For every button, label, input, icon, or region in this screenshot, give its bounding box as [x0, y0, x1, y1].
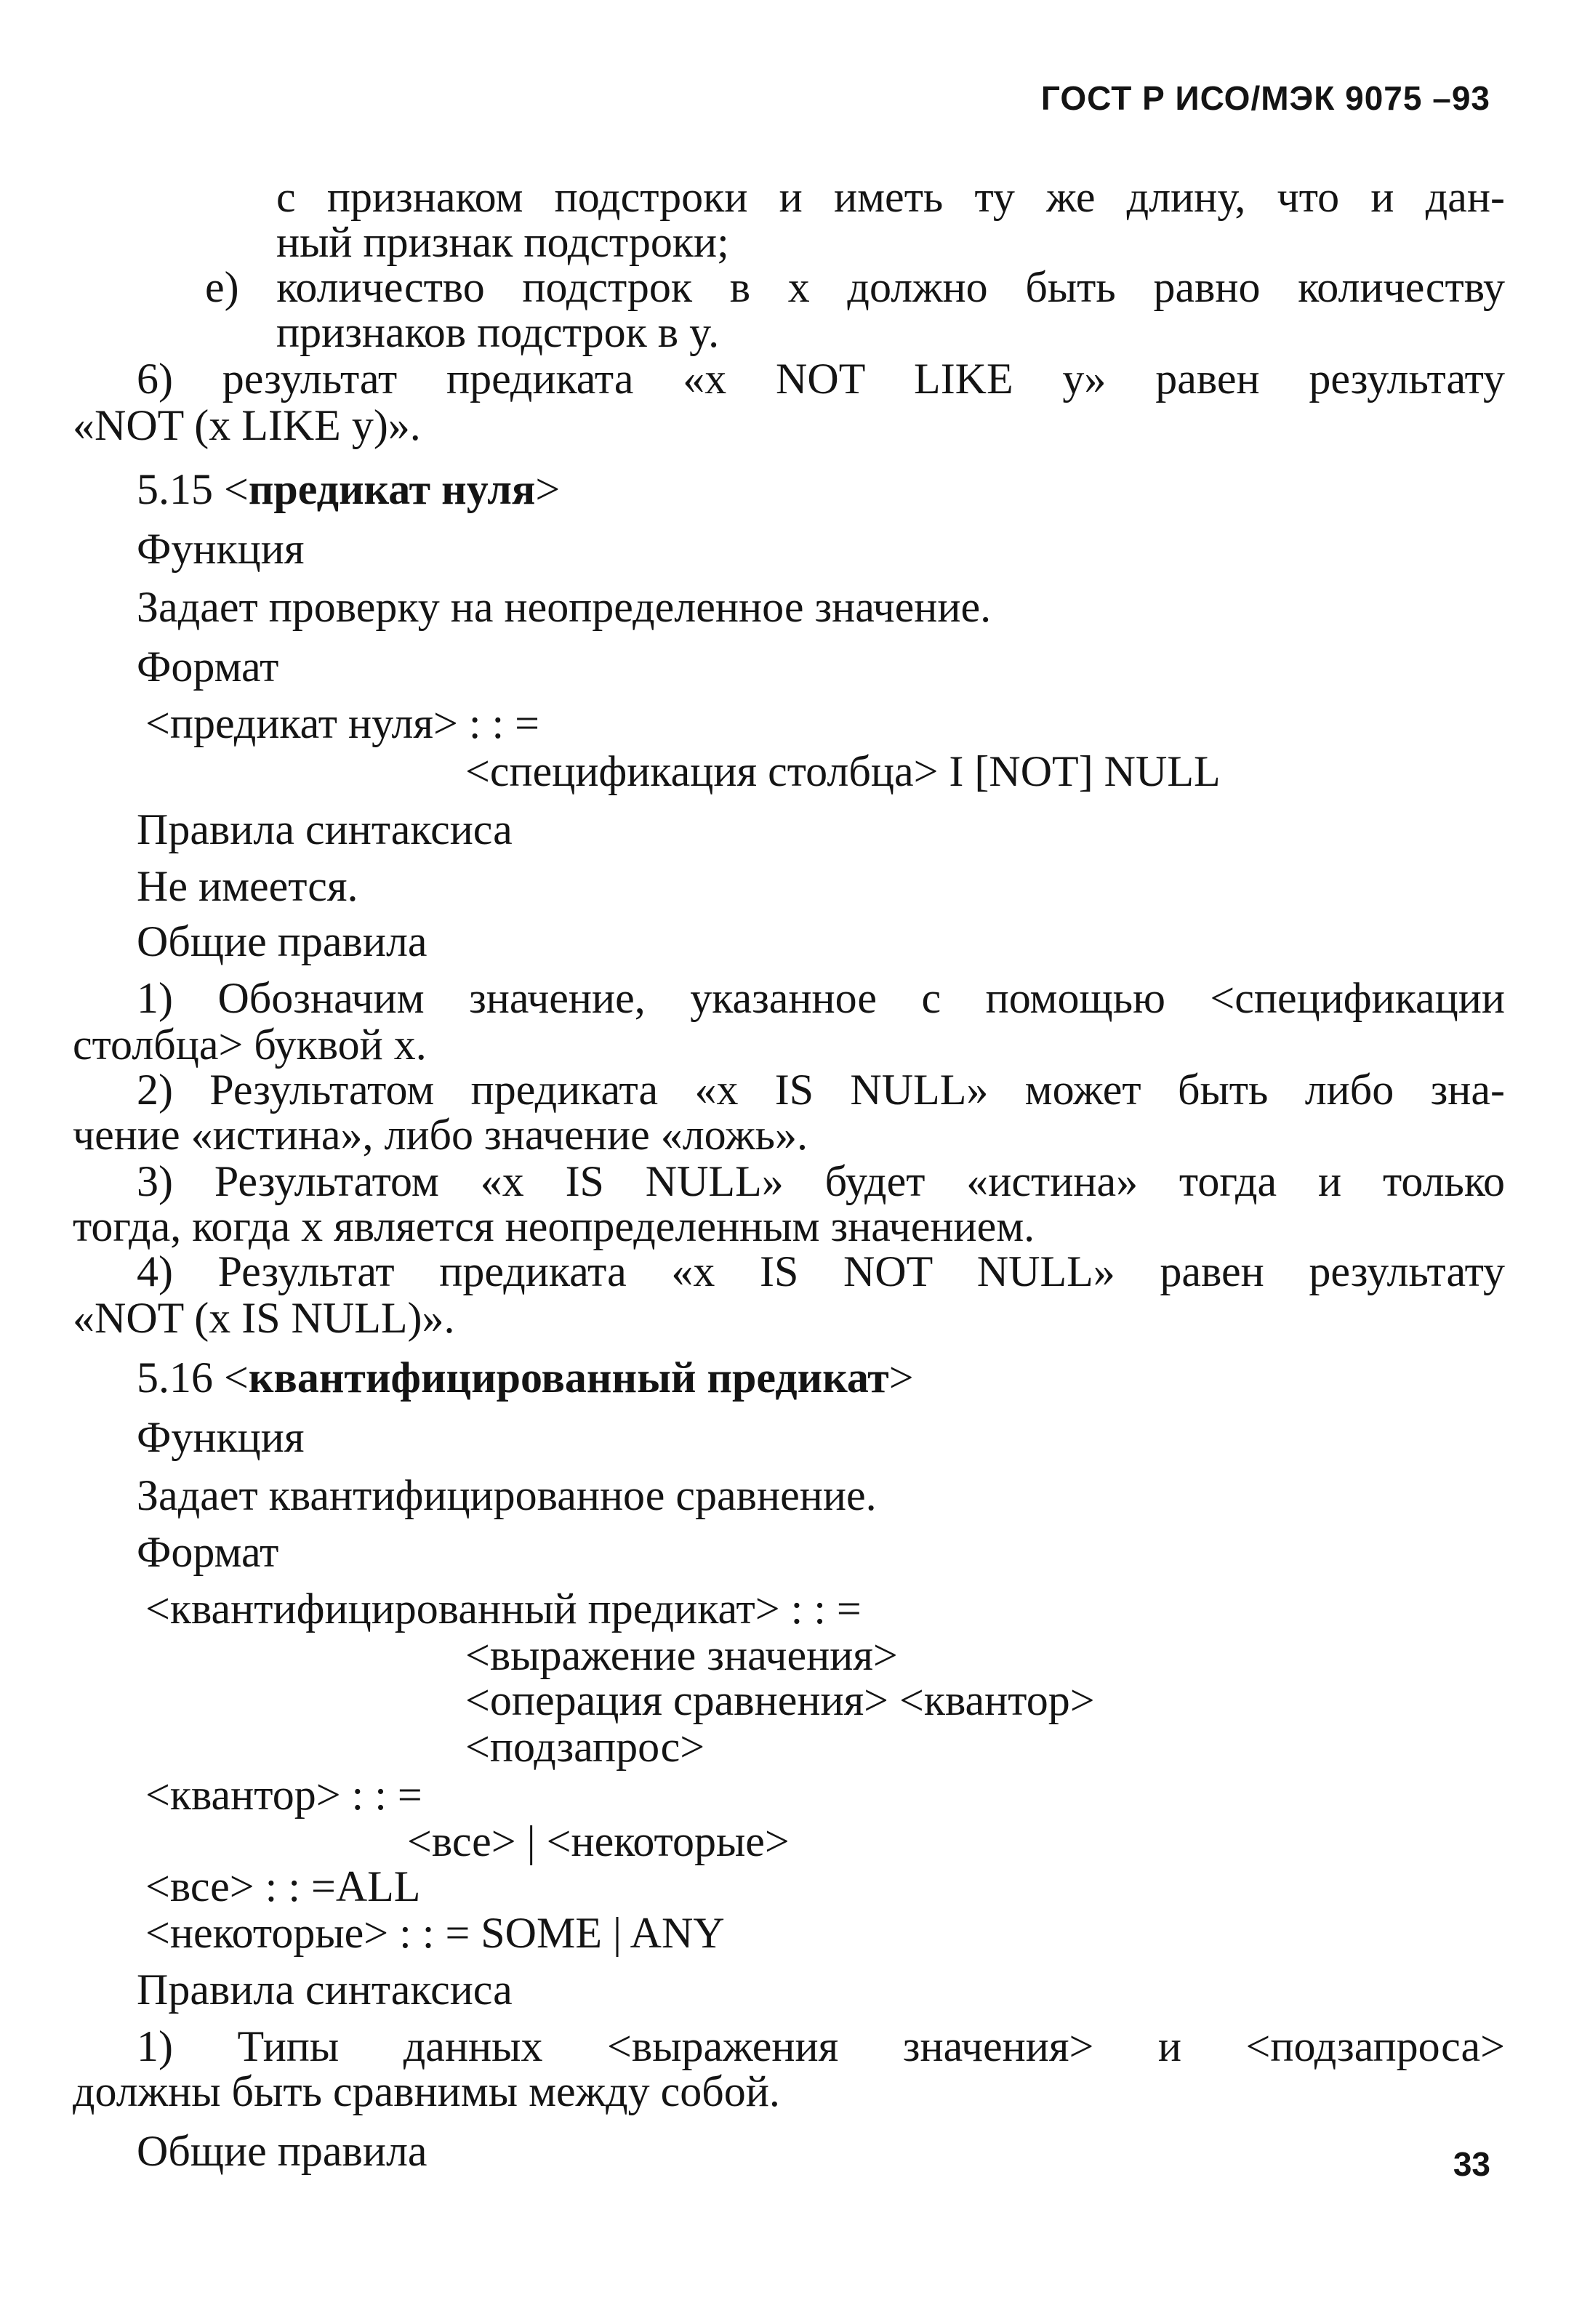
text-line: «NOT (x LIKE y)». [73, 401, 421, 449]
text-line: 1) Обозначим значение, указанное с помощью <спецификации [137, 974, 1505, 1022]
syntax-line: <выражение значения> [465, 1631, 898, 1679]
subheading-function: Функция [137, 1413, 305, 1461]
syntax-line: <все> : : =ALL [145, 1862, 421, 1910]
text-line: 3) Результатом «x IS NULL» будет «истина» тогда и только [137, 1157, 1505, 1205]
text-line: 1) Типы данных <выражения значения> и <подзапроса> [137, 2022, 1505, 2070]
text-line: 2) Результатом предиката «x IS NULL» может быть либо зна- [137, 1066, 1505, 1114]
text-line: с признаком подстроки и иметь ту же длину, что и дан- [276, 173, 1505, 221]
subheading-syntax-rules: Правила синтаксиса [137, 805, 513, 853]
subheading-function: Функция [137, 525, 305, 573]
section-number: 5.15 < [137, 465, 249, 513]
section-bracket: > [535, 465, 561, 513]
text-line: Задает квантифицированное сравнение. [137, 1471, 877, 1519]
syntax-line: <квантор> : : = [145, 1771, 422, 1819]
syntax-line: <подзапрос> [465, 1723, 705, 1771]
text-line: Задает проверку на неопределенное значение. [137, 583, 992, 631]
text-line: столбца> буквой x. [73, 1021, 427, 1069]
subheading-general-rules: Общие правила [137, 917, 427, 965]
page-number: 33 [1453, 2145, 1490, 2183]
text-line: «NOT (x IS NULL)». [73, 1294, 455, 1342]
syntax-line: <все> | <некоторые> [407, 1817, 790, 1865]
text-line: признаков подстрок в y. [276, 308, 720, 356]
text-line: e) количество подстрок в x должно быть равно количеству [205, 263, 1505, 311]
page-header: ГОСТ Р ИСО/МЭК 9075 –93 [1040, 79, 1490, 117]
section-heading-5-16 [137, 1354, 914, 1402]
section-bracket: > [888, 1354, 914, 1402]
subheading-general-rules: Общие правила [137, 2127, 427, 2175]
syntax-line: <квантифицированный предикат> : : = [145, 1585, 862, 1633]
subheading-format: Формат [137, 1528, 279, 1576]
section-title: квантифицированный предикат [248, 1354, 889, 1402]
subheading-syntax-rules: Правила синтаксиса [137, 1966, 513, 2014]
text-line: 6) результат предиката «x NOT LIKE y» равен результату [137, 355, 1505, 403]
text-line: Не имеется. [137, 862, 358, 910]
text-line: должны быть сравнимы между собой. [73, 2067, 780, 2115]
syntax-line: <некоторые> : : = SOME | ANY [145, 1909, 725, 1957]
text-line: 4) Результат предиката «x IS NOT NULL» равен результату [137, 1247, 1505, 1295]
section-heading-5-15 [137, 465, 560, 513]
section-title: предикат нуля [248, 465, 536, 513]
syntax-line: <спецификация столбца> I [NOT] NULL [465, 747, 1221, 795]
text-line: тогда, когда x является неопределенным значением. [73, 1202, 1035, 1250]
syntax-line: <операция сравнения> <квантор> [465, 1676, 1095, 1724]
syntax-line: <предикат нуля> : : = [145, 699, 539, 747]
section-number: 5.16 < [137, 1354, 249, 1402]
subheading-format: Формат [137, 643, 279, 691]
text-line: ный признак подстроки; [276, 218, 729, 266]
text-line: чение «истина», либо значение «ложь». [73, 1111, 808, 1159]
